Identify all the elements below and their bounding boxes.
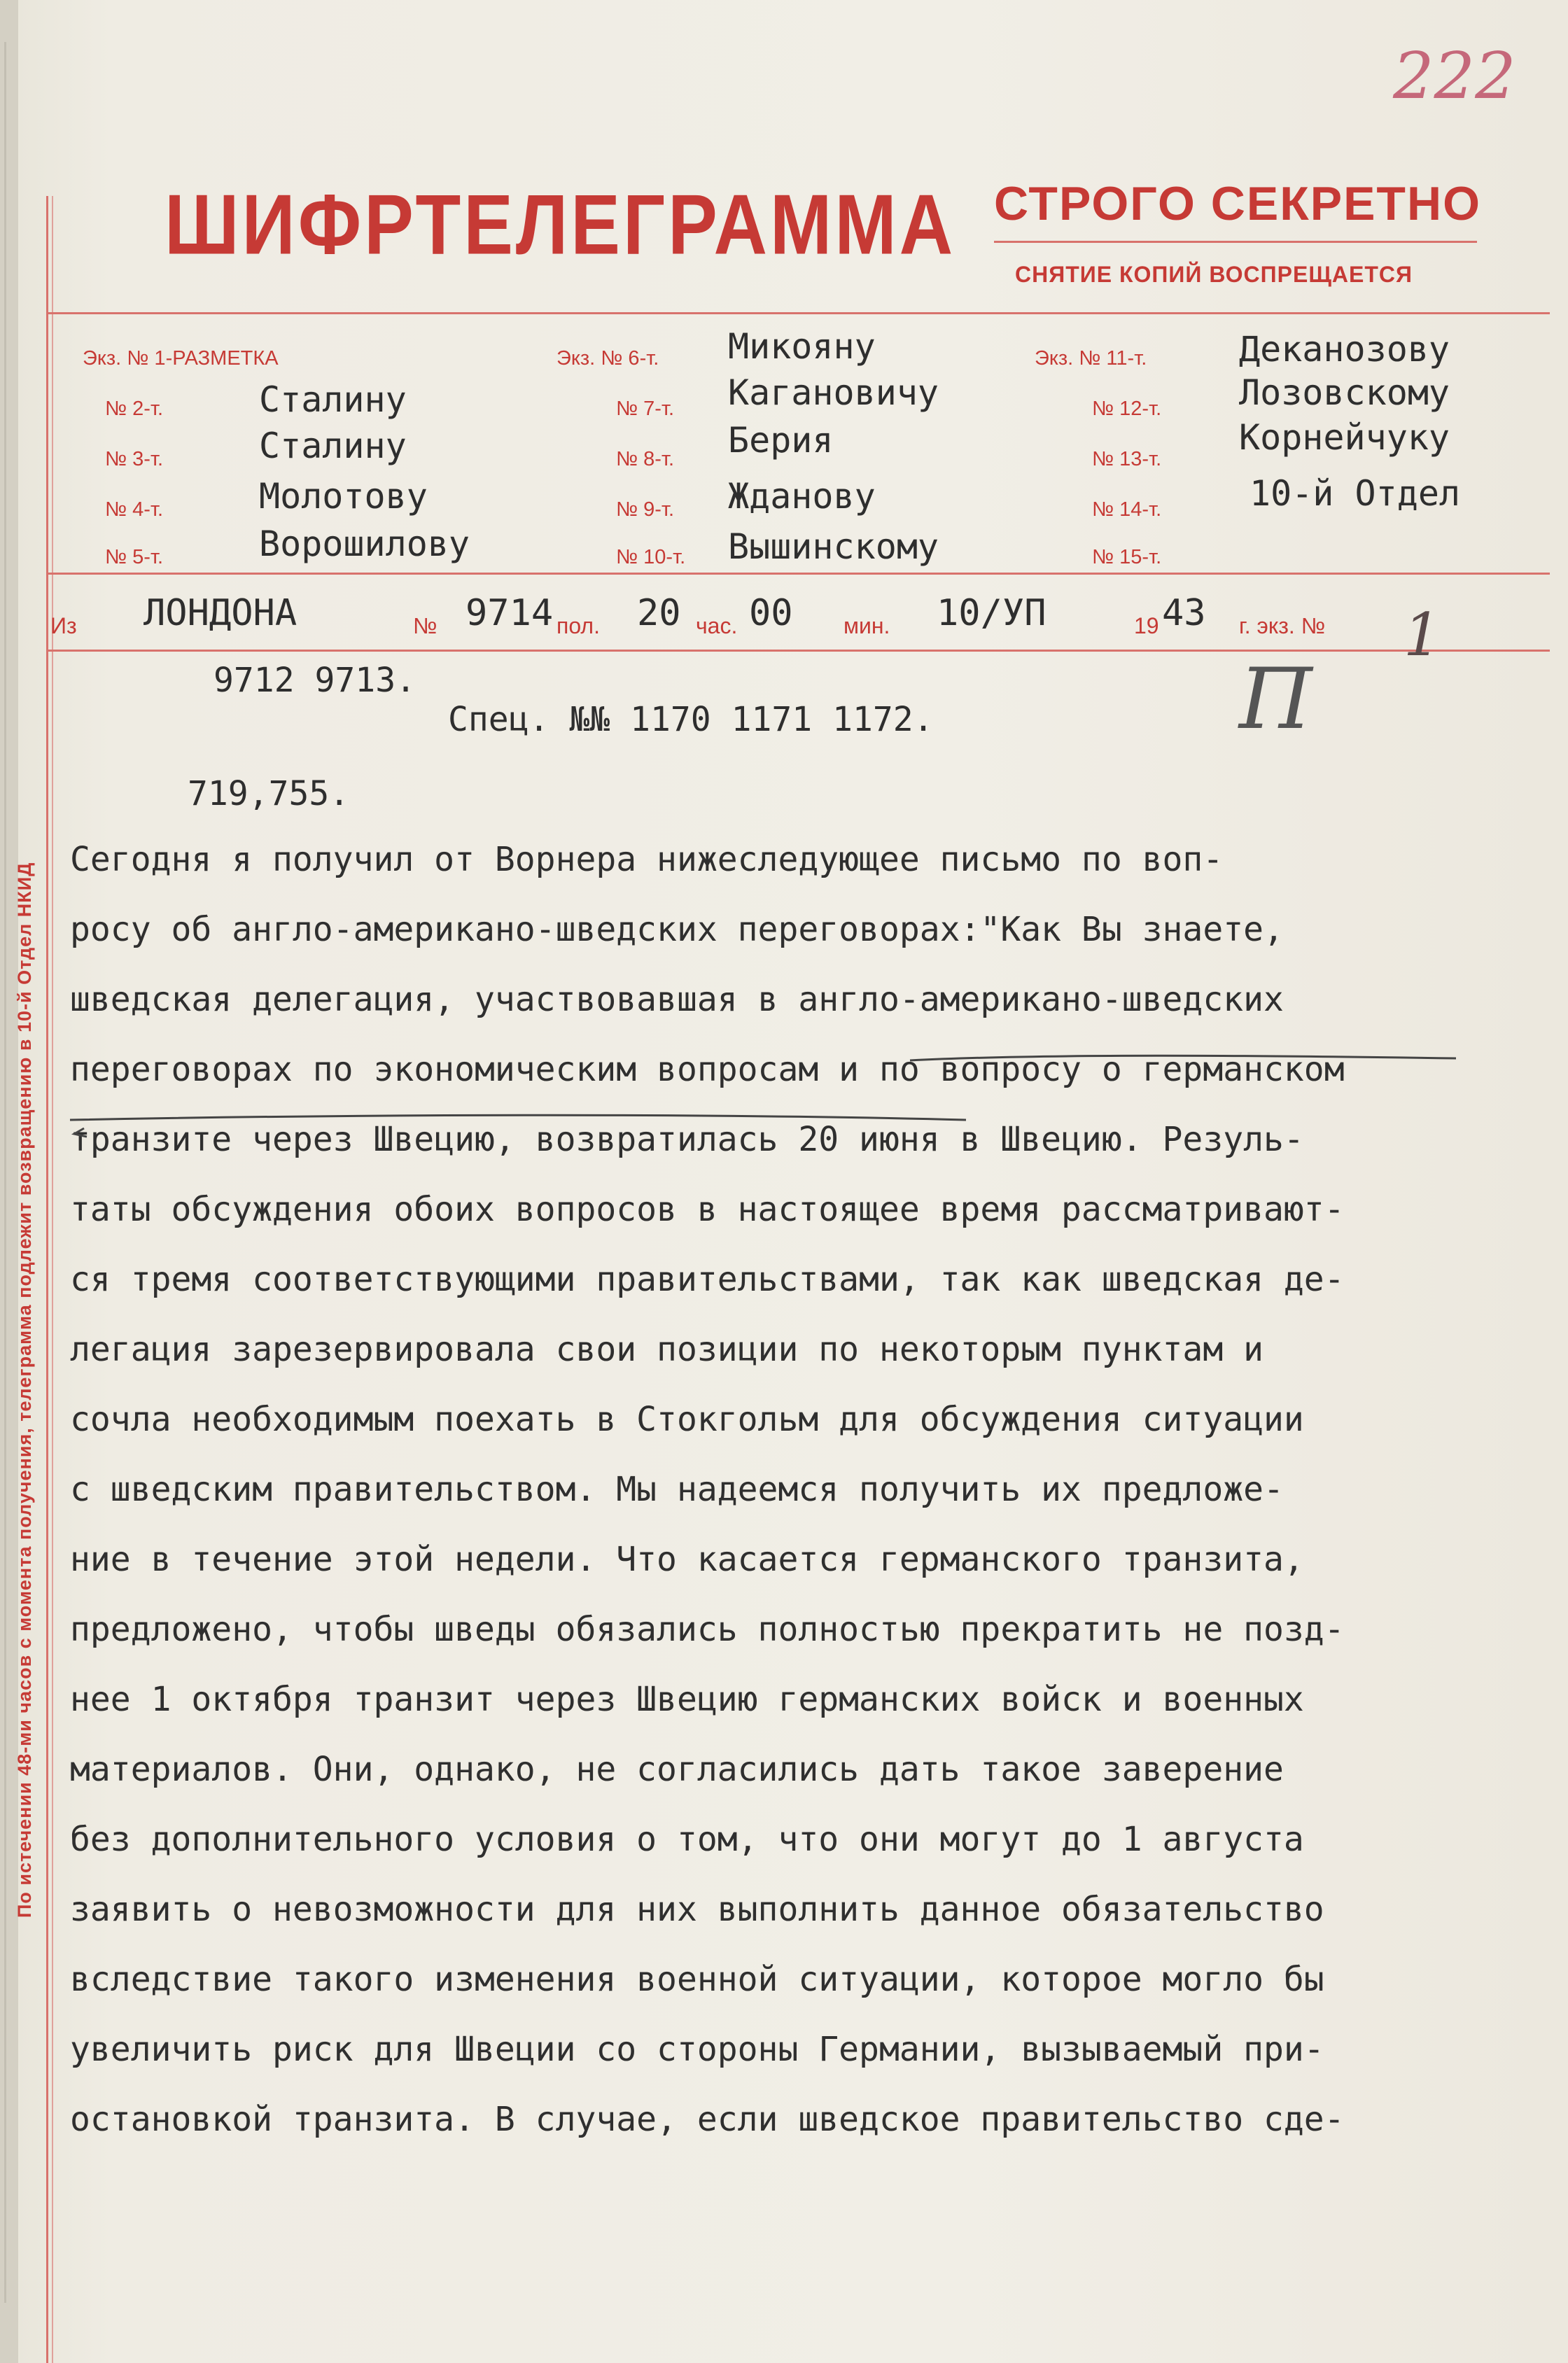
body-line: ся тремя соответствующими правительствами, так как шведская де-: [70, 1260, 1345, 1299]
year-copy-label: г. экз. №: [1239, 613, 1326, 638]
margin-line-2: [52, 196, 53, 2363]
body-line: шведская делегация, участвовавшая в англо-американо-шведских: [70, 980, 1284, 1019]
classification-label: СТРОГО СЕКРЕТНО: [994, 177, 1481, 230]
number-label: №: [413, 613, 438, 638]
classification-underline: [994, 241, 1477, 243]
return-notice: По истечении 48-ми часов с момента получения, телеграмма подлежит возвращению в 10-й Отдел НКИД: [14, 862, 35, 1918]
dist-label: № 7-т.: [616, 398, 675, 420]
from-city: ЛОНДОНА: [144, 592, 298, 634]
copy-notice: СНЯТИЕ КОПИЙ ВОСПРЕЩАЕТСЯ: [1015, 262, 1413, 287]
message-body: [70, 840, 1550, 2310]
year-prefix: 19: [1134, 613, 1159, 638]
body-line: нее 1 октября транзит через Швецию германских войск и военных: [70, 1680, 1304, 1719]
body-line: заявить о невозможности для них выполнить данное обязательство: [70, 1890, 1324, 1929]
dist-label: № 10-т.: [616, 546, 686, 568]
header-rule-bottom: [46, 650, 1550, 652]
body-line: переговорах по экономическим вопросам и по вопросу о германском: [70, 1050, 1345, 1089]
dist-label: № 15-т.: [1092, 546, 1162, 568]
dist-recipient: Берия: [728, 420, 834, 461]
ref-numbers: 9712 9713.: [214, 661, 416, 700]
margin-line: [46, 196, 48, 2363]
minute-value: 00: [749, 592, 793, 634]
from-label: Из: [50, 613, 77, 638]
body-line: ние в течение этой недели. Что касается германского транзита,: [70, 1540, 1304, 1579]
body-line: вследствие такого изменения военной ситуации, которое могло бы: [70, 1960, 1324, 1999]
initial-stamp: П: [1239, 651, 1312, 748]
body-line: таты обсуждения обоих вопросов в настоящее время рассматривают-: [70, 1190, 1345, 1229]
body-line: Сегодня я получил от Ворнера нижеследующее письмо по воп-: [70, 840, 1224, 879]
dist-label: № 2-т.: [105, 398, 164, 420]
dist-recipient: 10-й Отдел: [1250, 473, 1461, 514]
dist-label: № 9-т.: [616, 498, 675, 521]
page-number: 222: [1393, 38, 1516, 113]
minute-label: мин.: [844, 613, 890, 638]
dist-recipient: Лозовскому: [1239, 372, 1450, 413]
dist-recipient: Сталину: [259, 426, 407, 466]
dist-recipient: Кагановичу: [728, 372, 939, 413]
header-rule-mid: [46, 573, 1550, 575]
date-value: 10/УП: [937, 592, 1046, 634]
dist-label: № 14-т.: [1092, 498, 1162, 521]
body-line: легация зарезервировала свои позиции по некоторым пунктам и: [70, 1330, 1264, 1369]
dist-recipient: Жданову: [728, 476, 876, 517]
body-line: росу об англо-американо-шведских переговорах:"Как Вы знаете,: [70, 910, 1284, 949]
telegram-number: 9714: [465, 592, 554, 634]
dist-label: № 5-т.: [105, 546, 164, 568]
hour-label: час.: [696, 613, 738, 638]
year-value: 43: [1162, 592, 1206, 634]
dist-recipient: Молотову: [259, 476, 428, 517]
document-title: ШИФРТЕЛЕГРАММА: [164, 177, 956, 272]
body-line: транзите через Швецию, возвратилась 20 июня в Швецию. Резуль-: [70, 1120, 1304, 1159]
body-line: предложено, чтобы шведы обязались полностью прекратить не позд-: [70, 1610, 1345, 1649]
dist-recipient: Корнейчуку: [1239, 417, 1450, 458]
dist-recipient: Микояну: [728, 326, 876, 367]
dist-label: № 8-т.: [616, 448, 675, 470]
body-line: с шведским правительством. Мы надеемся получить их предложе-: [70, 1470, 1284, 1509]
ref-numbers-2: 719,755.: [188, 774, 350, 813]
dist-label: Экз. № 6-т.: [556, 347, 659, 370]
dist-recipient: Ворошилову: [259, 524, 470, 564]
dist-recipient: Сталину: [259, 379, 407, 420]
dist-label: № 3-т.: [105, 448, 164, 470]
dist-recipient: Деканозову: [1239, 329, 1450, 370]
spec-numbers: Спец. №№ 1170 1171 1172.: [448, 700, 934, 739]
body-line: без дополнительного условия о том, что они могут до 1 августа: [70, 1820, 1304, 1859]
body-line: увеличить риск для Швеции со стороны Германии, вызываемый при-: [70, 2030, 1324, 2069]
dist-recipient: Вышинскому: [728, 526, 939, 567]
dist-label: № 12-т.: [1092, 398, 1162, 420]
body-line: остановкой транзита. В случае, если шведское правительство сде-: [70, 2100, 1345, 2139]
dist-label: № 4-т.: [105, 498, 164, 521]
hour-value: 20: [637, 592, 681, 634]
received-label: пол.: [556, 613, 600, 638]
dist-label: № 13-т.: [1092, 448, 1162, 470]
dist-label: Экз. № 1-РАЗМЕТКА: [83, 347, 279, 370]
body-line: сочла необходимым поехать в Стокгольм для обсуждения ситуации: [70, 1400, 1304, 1439]
body-line: материалов. Они, однако, не согласились дать такое заверение: [70, 1750, 1284, 1789]
dist-label: Экз. № 11-т.: [1035, 347, 1147, 370]
copy-number: 1: [1404, 601, 1441, 669]
header-rule-top: [46, 312, 1550, 314]
